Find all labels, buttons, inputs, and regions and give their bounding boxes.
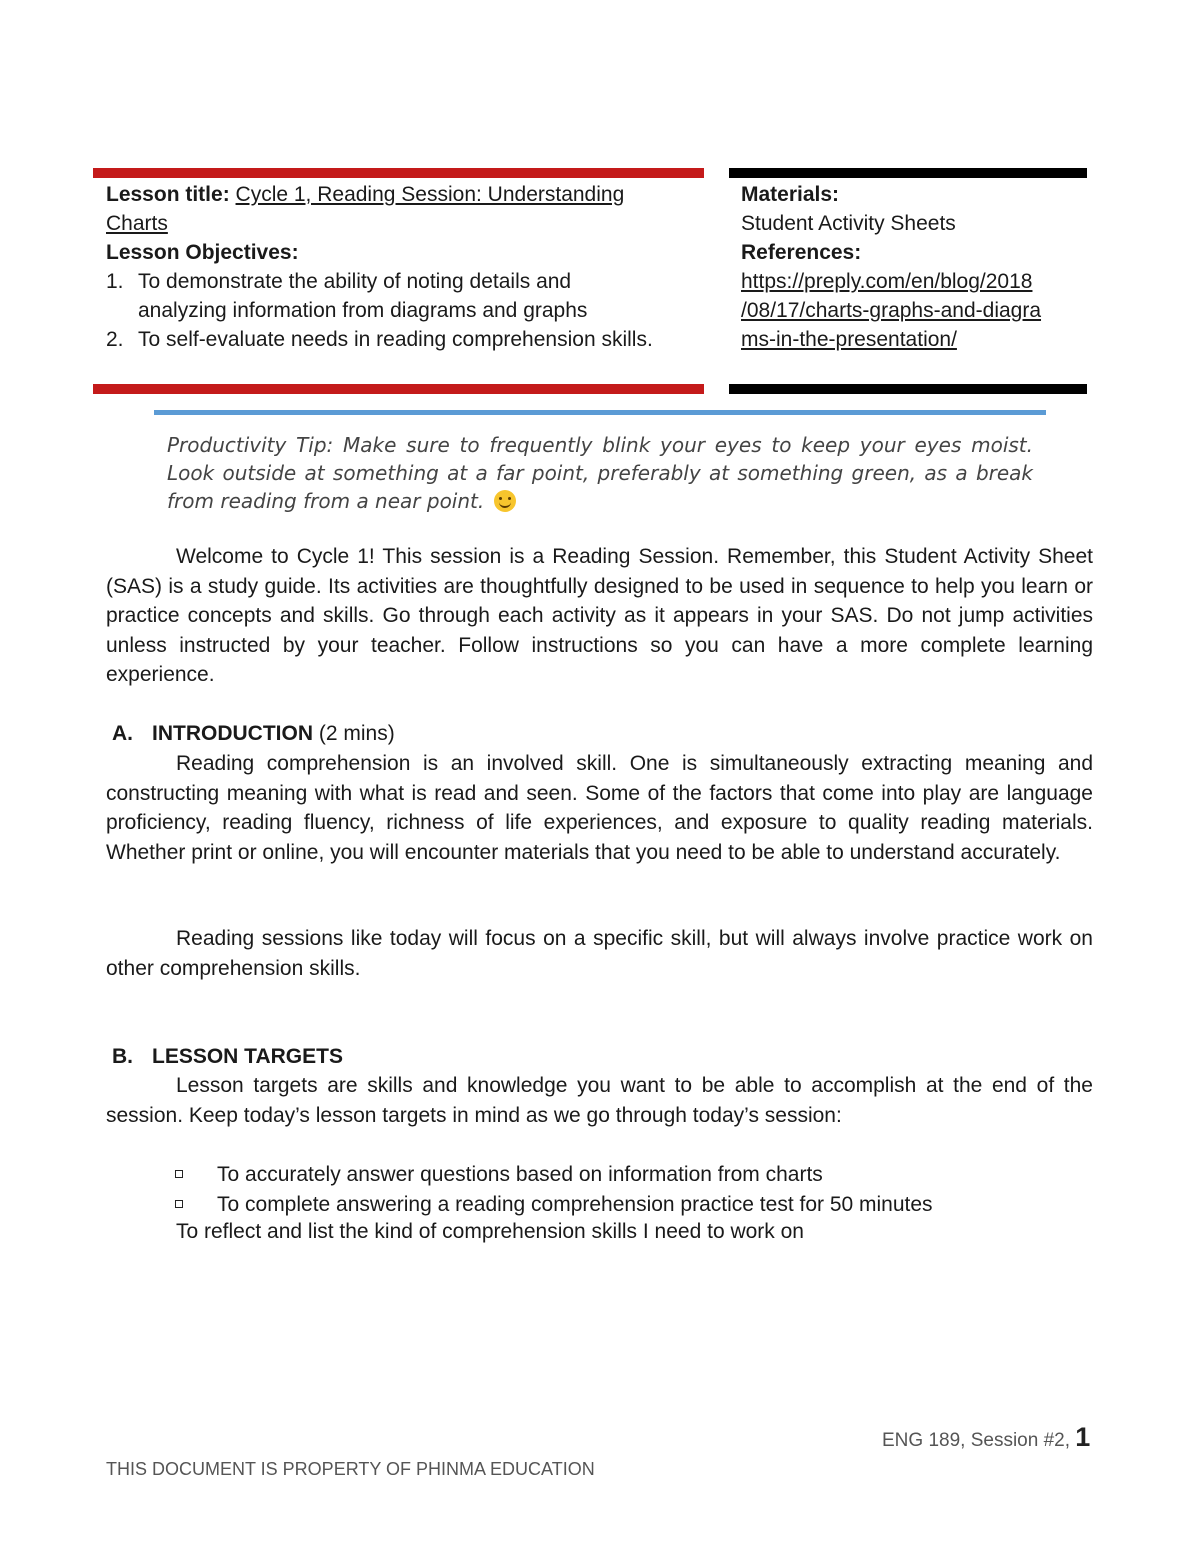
- objective-number: 1.: [106, 270, 124, 293]
- header-bottom-black-bar: [729, 384, 1087, 394]
- target-item: [175, 1160, 1075, 1190]
- target-text: To accurately answer questions based on information from charts: [217, 1163, 823, 1186]
- productivity-tip: [167, 431, 1033, 515]
- introduction-paragraph: Reading comprehension is an involved skill. One is simultaneously extracting meaning and constructing meaning with what is read and seen. Some of the factors that come into play are language proficiency, reading fluency, richness of life experiences, and exposure to quality reading materials. Whether print or online, you will encounter materials that you need to be able to understand accurately.: [106, 752, 1093, 864]
- target-item: [175, 1190, 1075, 1220]
- lesson-title-value-cont: Charts: [106, 212, 168, 235]
- header-top-red-bar: [93, 168, 704, 178]
- lesson-targets-list: [175, 1160, 1075, 1219]
- objective-text-cont: analyzing information from diagrams and graphs: [138, 299, 588, 322]
- checkbox-icon: [175, 1200, 183, 1208]
- objective-text: To demonstrate the ability of noting details and: [138, 270, 572, 293]
- materials-label: Materials:: [741, 183, 840, 206]
- lesson-title: [106, 180, 701, 209]
- materials-value: Student Activity Sheets: [741, 212, 956, 235]
- tip-divider: [154, 410, 1046, 415]
- lesson-info-block: [106, 180, 701, 354]
- tip-text: Productivity Tip: Make sure to frequently blink your eyes to keep your eyes moist. Look outside at something at a far point, preferably at something green, as a break from reading from a near point.: [167, 433, 1033, 513]
- header-bottom-red-bar: [93, 384, 704, 394]
- section-duration: (2 mins): [318, 722, 395, 745]
- objective-text: To self-evaluate needs in reading comprehension skills.: [138, 328, 653, 351]
- lesson-title-label: Lesson title:: [106, 183, 230, 206]
- lesson-title-value: Cycle 1, Reading Session: Understanding: [235, 183, 625, 206]
- reference-link-line[interactable]: https://preply.com/en/blog/2018: [741, 270, 1033, 293]
- property-notice: THIS DOCUMENT IS PROPERTY OF PHINMA EDUCATION: [106, 1459, 595, 1479]
- reference-link-line[interactable]: ms-in-the-presentation/: [741, 328, 957, 351]
- objective-item: [106, 267, 701, 325]
- objective-number: 2.: [106, 328, 124, 351]
- page-number: 1: [1075, 1422, 1091, 1452]
- section-title: LESSON TARGETS: [152, 1045, 343, 1068]
- section-title: INTRODUCTION: [152, 722, 313, 745]
- reference-link-line[interactable]: /08/17/charts-graphs-and-diagra: [741, 299, 1042, 322]
- objectives-list: [106, 267, 701, 354]
- reference-link[interactable]: [741, 267, 1081, 354]
- header-top-black-bar: [729, 168, 1087, 178]
- section-letter: B.: [112, 1045, 133, 1068]
- materials-block: [741, 180, 1081, 354]
- checkbox-icon: [175, 1170, 183, 1178]
- lesson-targets-intro: Lesson targets are skills and knowledge you want to be able to accomplish at the end of the session. Keep today’s lesson targets in mind as we go through today’s session:: [106, 1074, 1093, 1127]
- smiley-icon: [494, 490, 516, 512]
- introduction-paragraph-2: Reading sessions like today will focus on a specific skill, but will always involve practice work on other comprehension skills.: [106, 927, 1093, 980]
- page-footer-number: [882, 1422, 1090, 1453]
- references-label: References:: [741, 241, 862, 264]
- objectives-label: Lesson Objectives:: [106, 241, 299, 264]
- section-b-heading: [112, 1042, 343, 1071]
- section-letter: A.: [112, 722, 133, 745]
- objective-item: [106, 325, 701, 354]
- welcome-paragraph: Welcome to Cycle 1! This session is a Reading Session. Remember, this Student Activity Sheet (SAS) is a study guide. Its activities are thoughtfully designed to be used in sequence to help you learn or practice concepts and skills. Go through each activity as it appears in your SAS. Do not jump activities unless instructed by your teacher. Follow instructions so you can have a more complete learning experience.: [106, 545, 1093, 686]
- target-text: To complete answering a reading comprehension practice test for 50 minutes: [217, 1192, 933, 1216]
- target-extra-line: To reflect and list the kind of comprehension skills I need to work on: [176, 1220, 804, 1243]
- section-a-heading: [112, 719, 395, 748]
- page-label: ENG 189, Session #2,: [882, 1430, 1070, 1451]
